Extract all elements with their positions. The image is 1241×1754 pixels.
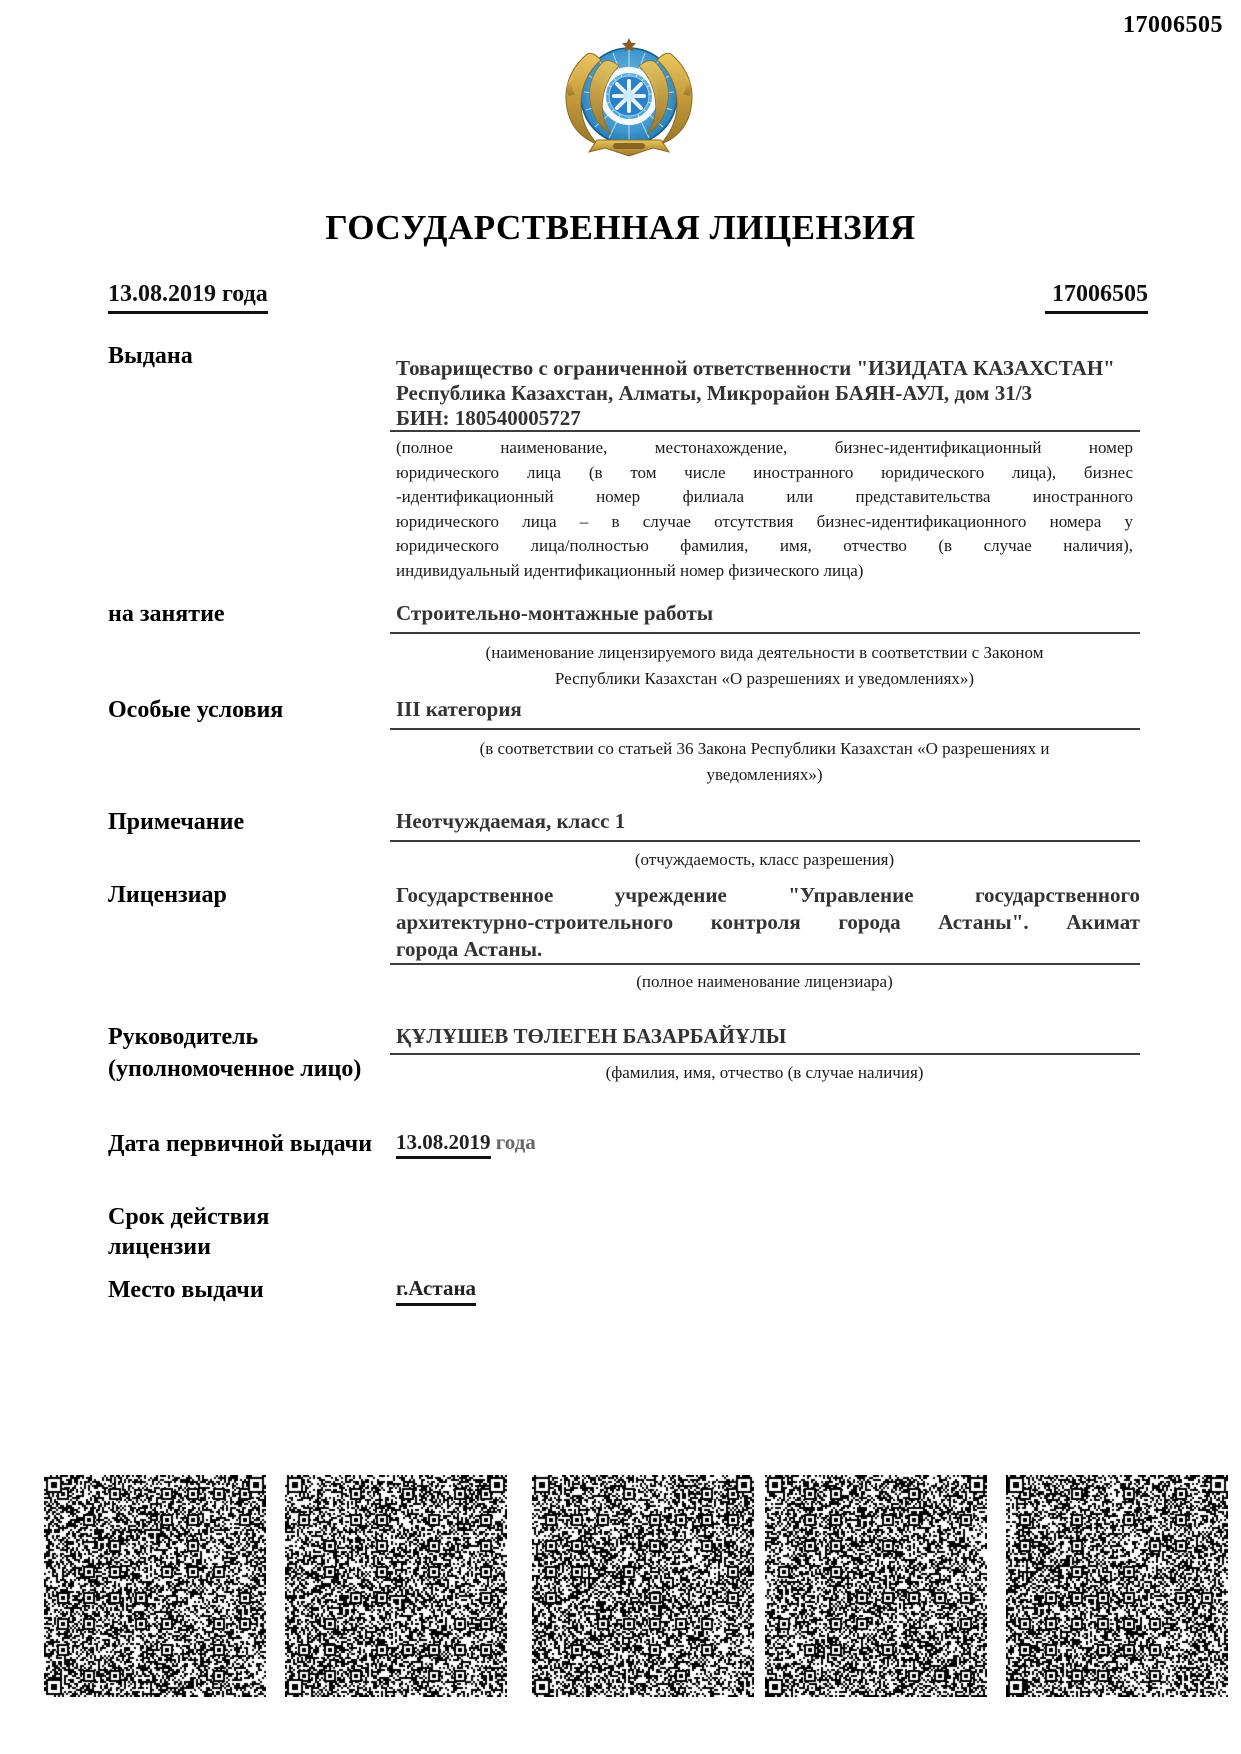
field-note-issued-to: [396, 436, 1133, 583]
signature-barcode-5: [1006, 1475, 1228, 1697]
rule-head: [390, 1053, 1140, 1055]
field-label-validity: Срок действия: [108, 1204, 270, 1230]
field-label-special-conditions: Особые условия: [108, 697, 284, 723]
field-label-issued-to: Выдана: [108, 343, 193, 369]
field-value-first-issue-date: [396, 1130, 536, 1155]
issued-note-line: -идентификационный номер филиала или представительства иностранного: [396, 487, 1133, 506]
issued-note-line: (полное наименование, местонахождение, бизнес-идентификационный номер: [396, 438, 1133, 457]
field-note-activity: [396, 640, 1133, 692]
issued-to-line-1: Товарищество с ограниченной ответственности "ИЗИДАТА КАЗАХСТАН": [396, 356, 1115, 380]
licensor-line: архитектурно-строительного контроля города Астаны". Акимат: [396, 910, 1140, 934]
field-note-special-conditions: [396, 736, 1133, 788]
page-title: ГОСУДАРСТВЕННАЯ ЛИЦЕНЗИЯ: [325, 208, 916, 247]
issued-note-line: юридического лица – в случае отсутствия бизнес-идентификационного номера у: [396, 511, 1133, 531]
kazakhstan-emblem-icon: [557, 34, 701, 164]
licensor-line: города Астаны.: [396, 937, 543, 961]
signature-barcode-3: [532, 1475, 754, 1697]
field-label-head-line2: (уполномоченное лицо): [108, 1056, 362, 1082]
issued-to-line-3: БИН: 180540005727: [396, 406, 581, 430]
issued-note-line: юридического лица/полностью фамилия, имя, отчество (в случае наличия),: [396, 536, 1133, 555]
signature-barcode-2: [285, 1475, 507, 1697]
field-value-licensor: [396, 882, 1140, 963]
signature-barcode-4: [765, 1475, 987, 1697]
activity-note-line: Республики Казахстан «О разрешениях и уведомлениях»): [554, 669, 975, 688]
issue-date: 13.08.2019 года: [108, 281, 268, 314]
first-issue-date-value: 13.08.2019: [396, 1130, 491, 1159]
issued-to-line-2: Республика Казахстан, Алматы, Микрорайон БАЯН-АУЛ, дом 31/3: [396, 381, 1033, 405]
license-number: 17006505: [1045, 281, 1148, 314]
field-value-issued-to: [396, 356, 1140, 431]
rule-licensor: [390, 963, 1140, 965]
first-issue-date-suffix: года: [495, 1130, 536, 1154]
field-label-issue-place: Место выдачи: [108, 1277, 264, 1303]
rule-remark: [390, 840, 1140, 842]
license-number-top: 17006505: [1123, 12, 1223, 38]
licensor-line: Государственное учреждение "Управление государственного: [396, 883, 1140, 907]
field-value-activity: Строительно-монтажные работы: [396, 601, 714, 625]
activity-note-line: (наименование лицензируемого вида деятельности в соответствии с Законом: [485, 643, 1044, 662]
field-note-licensor: (полное наименование лицензиара): [636, 972, 893, 991]
field-label-activity: на занятие: [108, 601, 225, 627]
field-label-licensor: Лицензиар: [108, 882, 227, 908]
special-note-line: (в соответствии со статьей 36 Закона Республики Казахстан «О разрешениях и: [479, 739, 1050, 758]
field-value-issue-place: г.Астана: [396, 1276, 476, 1306]
field-value-head: ҚҰЛҰШЕВ ТӨЛЕГЕН БАЗАРБАЙҰЛЫ: [396, 1024, 787, 1048]
field-note-remark: (отчуждаемость, класс разрешения): [634, 850, 895, 869]
special-note-line: уведомлениях»): [706, 765, 823, 784]
rule-issued-to: [390, 430, 1140, 432]
issued-note-line: юридического лица (в том числе иностранного юридического лица), бизнес: [396, 462, 1133, 482]
field-label-validity-line2: лицензии: [108, 1234, 211, 1260]
field-value-remark: Неотчуждаемая, класс 1: [396, 809, 626, 833]
field-value-special-conditions: III категория: [396, 697, 522, 721]
rule-activity: [390, 632, 1140, 634]
signature-barcode-1: [44, 1475, 266, 1697]
rule-special-conditions: [390, 728, 1140, 730]
field-label-head: Руководитель: [108, 1024, 259, 1050]
field-note-head: (фамилия, имя, отчество (в случае наличия): [605, 1063, 924, 1082]
field-label-remark: Примечание: [108, 809, 245, 835]
issued-note-line: индивидуальный идентификационный номер физического лица): [396, 560, 864, 580]
field-label-first-issue-date: Дата первичной выдачи: [108, 1131, 373, 1157]
